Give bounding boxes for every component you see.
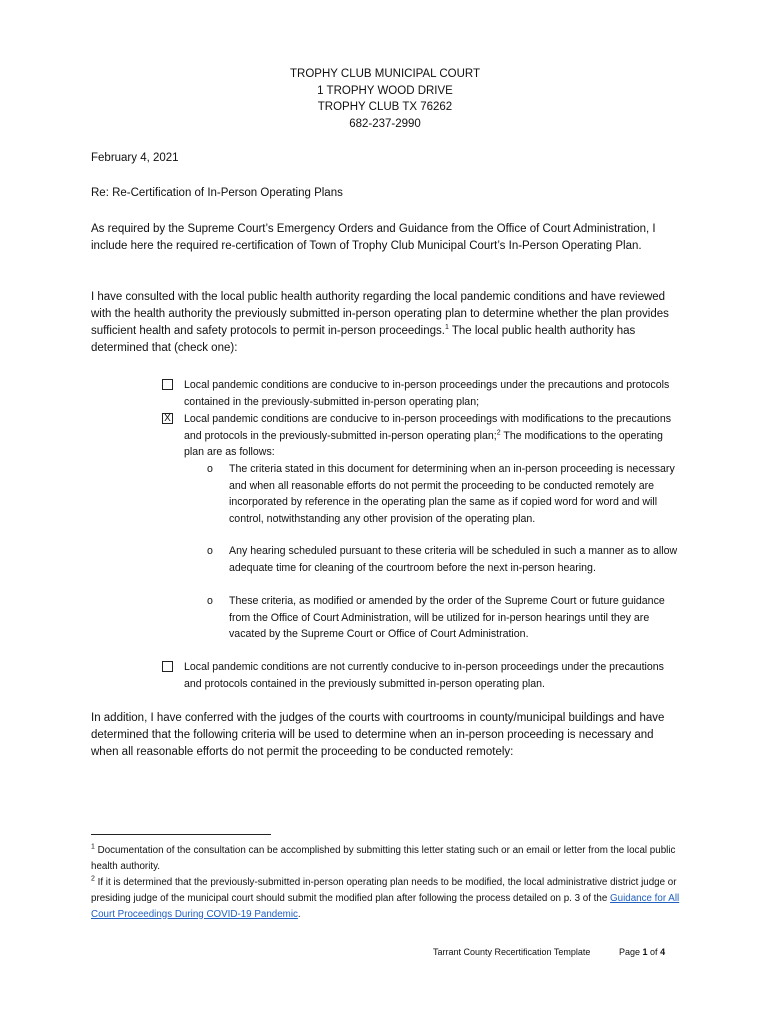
page-of: of xyxy=(647,947,661,957)
footer-template-name: Tarrant County Recertification Template xyxy=(433,947,591,957)
court-name: TROPHY CLUB MUNICIPAL COURT xyxy=(290,68,480,80)
paragraph-2-text-end: The local public health authority has determined that (check one): xyxy=(91,325,636,354)
paragraph-2 xyxy=(91,289,681,357)
option-3-label: Local pandemic conditions are not currently conducive to in-person proceedings under the precautions and protocols contained in the previously submitted in-person operating plan. xyxy=(184,661,664,690)
letter-date: February 4, 2021 xyxy=(91,152,179,164)
option-2-checkbox-checked[interactable]: X xyxy=(162,413,173,424)
footnote-1 xyxy=(91,843,681,875)
option-1-label: Local pandemic conditions are conducive to in-person proceedings under the precautions and protocols contained in the previously-submitted in-person operating plan; xyxy=(184,379,670,408)
footnote-ref-1[interactable]: 1 xyxy=(444,324,449,332)
page-total: 4 xyxy=(660,947,666,957)
court-street: 1 TROPHY WOOD DRIVE xyxy=(317,84,453,97)
page-prefix: Page xyxy=(619,947,643,957)
footnote-ref-2[interactable]: 2 xyxy=(496,428,501,436)
paragraph-1: As required by the Supreme Court’s Emergency Orders and Guidance from the Office of Court Administration, I include here the required re-certification of Town of Trophy Club Municipal Court’s In-Person Operating Plan. xyxy=(91,223,656,252)
paragraph-2-text: I have consulted with the local public health authority regarding the local pandemic conditions and have reviewed with the health authority the previously submitted in-person operating plan to determine whether the plan provides sufficient health and safety protocols to permit in-person proceedings. xyxy=(91,291,669,337)
re-line: Re: Re-Certification of In-Person Operating Plans xyxy=(91,187,343,199)
option-3-checkbox[interactable] xyxy=(162,661,173,672)
footnote-2 xyxy=(91,875,681,922)
modification-item-3-text: These criteria, as modified or amended by the order of the Supreme Court or future guidance from the Office of Court Administration, will be utilized for in-person hearings until they are vacated by the Supreme Court or Office of Court Administration. xyxy=(229,595,665,640)
footnote-2-number: 2 xyxy=(91,875,95,883)
footnote-1-number: 1 xyxy=(91,843,95,851)
bullet-icon: o xyxy=(207,595,213,607)
guidance-link[interactable]: Guidance for All Court Proceedings During COVID-19 Pandemic xyxy=(91,892,680,920)
bullet-icon: o xyxy=(207,545,213,557)
footnote-2-end: . xyxy=(297,908,301,920)
court-phone: 682-237-2990 xyxy=(349,117,421,130)
footnote-2-text: If it is determined that the previously-submitted in-person operating plan needs to be modified, the local administrative district judge or presiding judge of the municipal court should submit the modified plan after following the process detailed on p. 3 of the xyxy=(91,877,677,904)
court-city: TROPHY CLUB TX 76262 xyxy=(317,101,453,113)
paragraph-3: In addition, I have conferred with the judges of the courts with courtrooms in county/municipal buildings and have determined that the following criteria will be used to determine when an in-person proceeding is necessary and when all reasonable efforts do not permit the proceeding to be conducted remotely: xyxy=(91,712,665,758)
option-1-checkbox[interactable] xyxy=(162,379,173,390)
modification-item-1-text: The criteria stated in this document for determining when an in-person proceeding is necessary and when all reasonable efforts do not permit the proceeding to be conducted remotely are incorporated by reference in the operating plan the same as if copied word for word and will control, notwithstanding any other provision of the operating plan. xyxy=(229,463,675,525)
footnote-1-text: Documentation of the consultation can be accomplished by submitting this letter stating such or an email or letter from the local public health authority. xyxy=(91,845,676,872)
bullet-icon: o xyxy=(207,463,213,475)
option-2-text-end: The modifications to the operating plan are as follows: xyxy=(184,429,663,458)
option-2-label xyxy=(184,411,682,461)
letterhead xyxy=(0,66,770,132)
option-2-text: Local pandemic conditions are conducive to in-person proceedings with modifications to the precautions and protocols in the previously-submitted in-person operating plan; xyxy=(184,413,672,442)
page-current: 1 xyxy=(642,947,648,957)
footer-page-number xyxy=(619,946,665,958)
footnote-divider xyxy=(91,834,271,835)
modification-item-2-text: Any hearing scheduled pursuant to these criteria will be scheduled in such a manner as to allow adequate time for cleaning of the courtroom before the next in-person hearing. xyxy=(229,545,678,574)
